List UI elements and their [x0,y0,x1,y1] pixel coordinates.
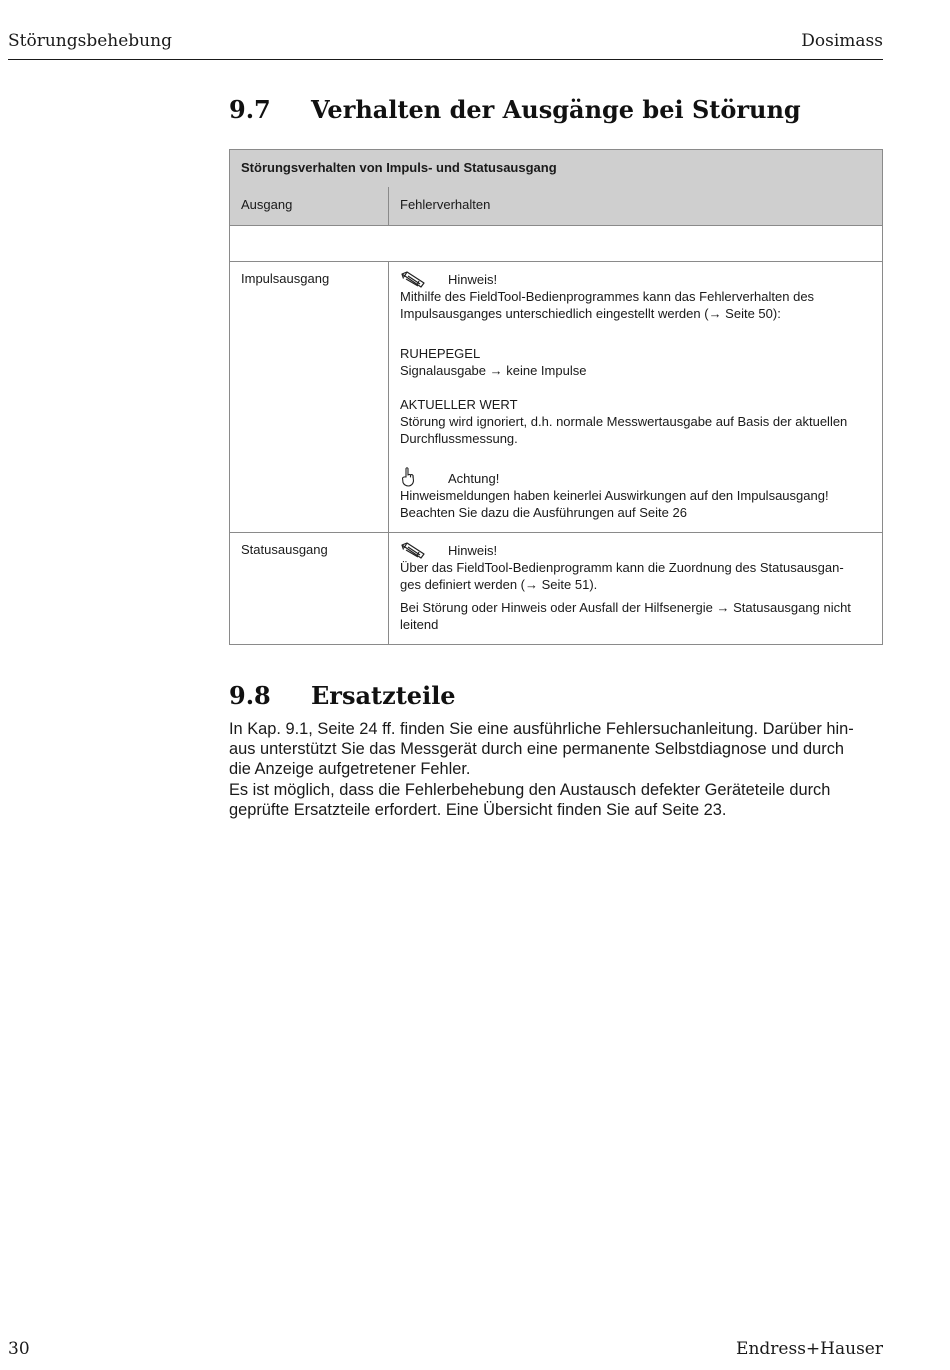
column-header-ausgang: Ausgang [241,197,293,212]
option-text-aktueller-wert: Störung wird ignoriert, d.h. normale Messwertausgabe auf Basis der aktuellen [400,414,848,429]
paragraph-line: In Kap. 9.1, Seite 24 ff. finden Sie eine ausführliche Fehlersuchanleitung. Darüber hin- [229,720,854,738]
publisher-name: Endress+Hauser [736,1339,883,1359]
pencil-icon [400,542,426,563]
section-heading-9-7 [229,95,801,124]
pencil-icon [400,271,426,292]
section-number: 9.8 [229,681,271,710]
option-text-ruhepegel: Signalausgabe → keine Impulse [400,363,587,378]
paragraph-line: aus unterstützt Sie das Messgerät durch eine permanente Selbstdiagnose und durch [229,740,845,759]
option-text-aktueller-wert: Durchflussmessung. [400,431,518,446]
row-divider [230,532,882,533]
section-title: Ersatzteile [311,681,456,710]
note-text-line: Impulsausganges unterschiedlich eingestellt werden (→ Seite 50): [400,306,781,321]
column-divider [388,262,389,644]
pointing-hand-icon [400,466,416,491]
row-label-statusausgang: Statusausgang [241,542,328,557]
note-text-line: Über das FieldTool-Bedienprogramm kann die Zuordnung des Statusausgan- [400,560,844,575]
section-heading-9-8 [229,681,456,710]
caution-text-line: Beachten Sie dazu die Ausführungen auf Seite 26 [400,505,687,520]
header-rule [8,59,883,60]
row-content-impulsausgang [400,271,875,521]
note-label: Hinweis! [448,272,498,287]
note-text-line: Mithilfe des FieldTool-Bedienprogrammes kann das Fehlerverhalten des [400,289,815,304]
caution-label: Achtung! [448,471,500,486]
error-behavior-table [229,149,883,645]
table-header [230,150,882,226]
status-info-line: leitend [400,617,439,632]
paragraph-line: Es ist möglich, dass die Fehlerbehebung den Austausch defekter Geräteteile durch [229,780,831,799]
column-header-fehlerverhalten: Fehlerverhalten [400,197,491,212]
option-title-aktueller-wert: AKTUELLER WERT [400,397,518,412]
caution-text-line: Hinweismeldungen haben keinerlei Auswirkungen auf den Impulsausgang! [400,488,829,503]
option-title-ruhepegel: RUHEPEGEL [400,346,481,361]
row-content-statusausgang [400,542,875,633]
paragraph-line: die Anzeige aufgetretener Fehler. [229,760,471,779]
section-number: 9.7 [229,95,271,124]
running-header-chapter: Störungsbehebung [8,31,172,51]
table-caption: Störungsverhalten von Impuls- und Statusausgang [241,160,557,175]
column-divider [388,187,389,225]
status-info-line: Bei Störung oder Hinweis oder Ausfall der Hilfsenergie → Statusausgang nicht [400,600,851,615]
page-number: 30 [8,1339,30,1359]
paragraph-line: geprüfte Ersatzteile erfordert. Eine Übersicht finden Sie auf Seite 23. [229,800,727,819]
running-header-product: Dosimass [801,31,883,51]
section-title: Verhalten der Ausgänge bei Störung [311,95,801,124]
note-label: Hinweis! [448,543,498,558]
note-text-line: ges definiert werden (→ Seite 51). [400,577,598,592]
row-divider [230,261,882,262]
ersatzteile-paragraph [229,719,884,820]
row-label-impulsausgang: Impulsausgang [241,271,330,286]
